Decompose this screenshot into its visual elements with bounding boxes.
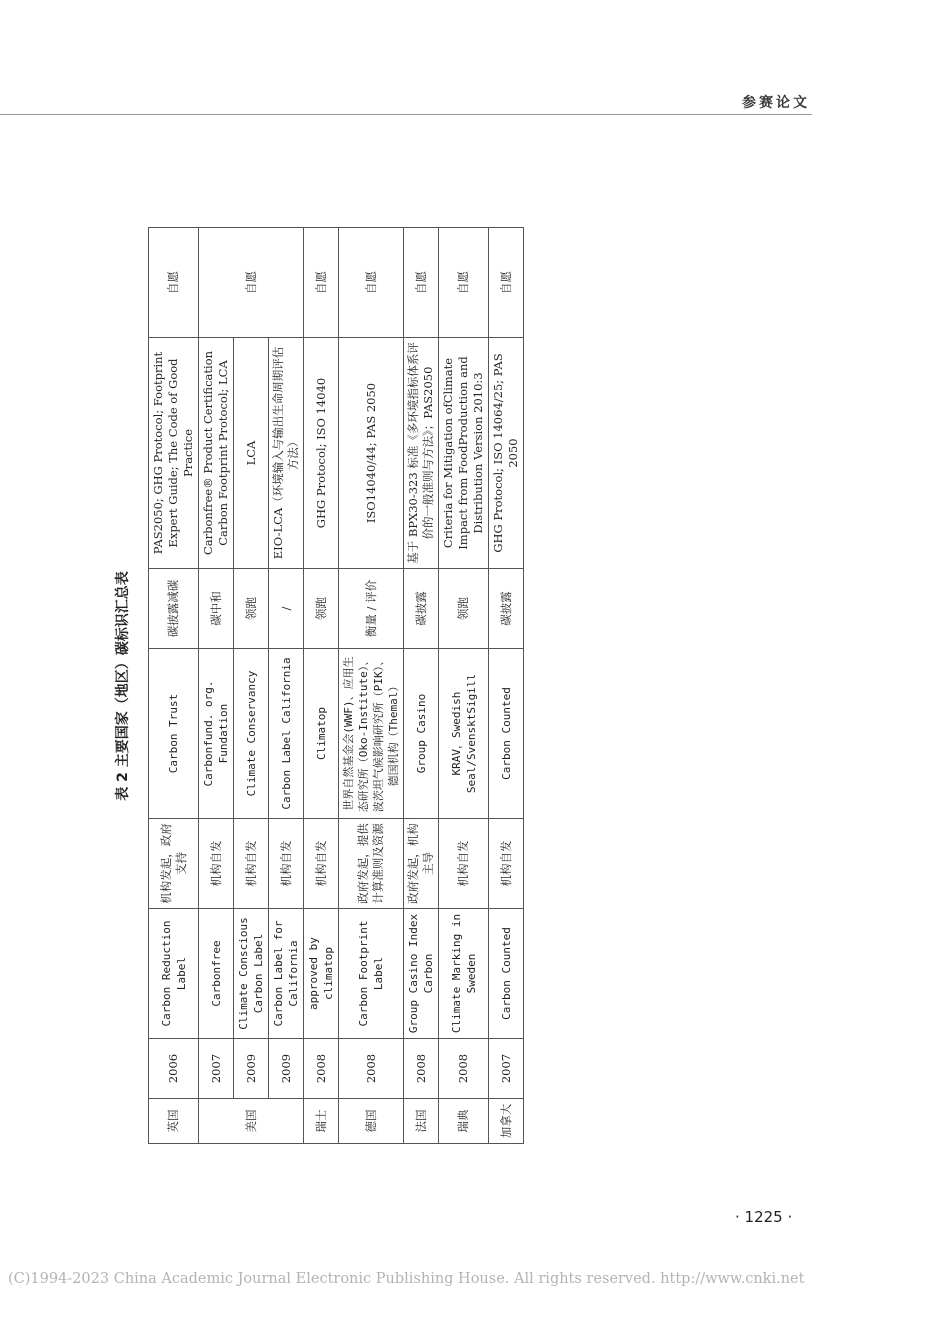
standard-cell: 基于 BPX30-323 标准《多环境指标体系评价的一般准则与方法》；PAS2050 bbox=[404, 338, 439, 569]
table-row bbox=[489, 228, 524, 1144]
initiator-cell: 机构自发 bbox=[489, 819, 524, 909]
country-cell: 瑞士 bbox=[304, 1099, 339, 1144]
organization-cell: Carbon Trust bbox=[149, 649, 199, 819]
country-cell: 瑞典 bbox=[439, 1099, 489, 1144]
initiator-cell: 机构自发 bbox=[269, 819, 304, 909]
rotated-table-block bbox=[110, 228, 850, 1144]
year-cell: 2008 bbox=[304, 1039, 339, 1099]
initiator-cell: 机构发起，政府支持 bbox=[149, 819, 199, 909]
label-type-cell: 领跑 bbox=[234, 569, 269, 649]
nature-cell: 自愿 bbox=[439, 228, 489, 338]
label-type-cell: / bbox=[269, 569, 304, 649]
year-cell: 2008 bbox=[439, 1039, 489, 1099]
label-name-cell: approved by climatop bbox=[304, 909, 339, 1039]
label-type-cell: 领跑 bbox=[439, 569, 489, 649]
organization-cell: 世界自然基金会(WWF)、应用生态研究所（Oko-Institute）、波茨坦气候影响研究所（PIK）、德国机构（Themal） bbox=[339, 649, 404, 819]
carbon-label-table bbox=[148, 227, 524, 1144]
initiator-cell: 机构自发 bbox=[304, 819, 339, 909]
label-name-cell: Carbon Counted bbox=[489, 909, 524, 1039]
table-row bbox=[304, 228, 339, 1144]
label-type-cell: 衡量 / 评价 bbox=[339, 569, 404, 649]
initiator-cell: 机构自发 bbox=[439, 819, 489, 909]
table-row bbox=[199, 228, 234, 1144]
table-row bbox=[339, 228, 404, 1144]
label-name-cell: Climate Marking in Sweden bbox=[439, 909, 489, 1039]
table-row bbox=[269, 228, 304, 1144]
standard-cell: LCA bbox=[234, 338, 269, 569]
year-cell: 2007 bbox=[199, 1039, 234, 1099]
standard-cell: GHG Protocol; ISO 14040 bbox=[304, 338, 339, 569]
label-type-cell: 领跑 bbox=[304, 569, 339, 649]
nature-cell: 自愿 bbox=[339, 228, 404, 338]
nature-cell: 自愿 bbox=[489, 228, 524, 338]
nature-cell: 自愿 bbox=[149, 228, 199, 338]
label-type-cell: 碳披露 bbox=[404, 569, 439, 649]
page-number: · 1225 · bbox=[735, 1208, 793, 1226]
organization-cell: KRAV，Swedish Seal/SvensktSigill bbox=[439, 649, 489, 819]
standard-cell: Carbonfree® Product Certification Carbon Footprint Protocol; LCA bbox=[199, 338, 234, 569]
year-cell: 2009 bbox=[269, 1039, 304, 1099]
label-name-cell: Group Casino Index Carbon bbox=[404, 909, 439, 1039]
label-name-cell: Carbon Reduction Label bbox=[149, 909, 199, 1039]
organization-cell: Climate Conservancy bbox=[234, 649, 269, 819]
table-row bbox=[149, 228, 199, 1144]
country-cell: 法国 bbox=[404, 1099, 439, 1144]
section-title: 参赛论文 bbox=[742, 95, 810, 111]
country-cell: 德国 bbox=[339, 1099, 404, 1144]
table-row bbox=[439, 228, 489, 1144]
nature-cell: 自愿 bbox=[304, 228, 339, 338]
label-type-cell: 碳披露减碳 bbox=[149, 569, 199, 649]
standard-cell: PAS2050; GHG Protocol; Footprint Expert Guide; The Code of Good Practice bbox=[149, 338, 199, 569]
label-type-cell: 碳披露 bbox=[489, 569, 524, 649]
table-caption: 表 2 主要国家（地区）碳标识汇总表 bbox=[115, 571, 131, 801]
standard-cell: GHG Protocol; ISO 14064/25; PAS 2050 bbox=[489, 338, 524, 569]
standard-cell: EIO-LCA（环境输入与输出生命周期评估方法） bbox=[269, 338, 304, 569]
standard-cell: ISO14040/44; PAS 2050 bbox=[339, 338, 404, 569]
initiator-cell: 政府发起，提供计算准则及资源 bbox=[339, 819, 404, 909]
year-cell: 2006 bbox=[149, 1039, 199, 1099]
label-name-cell: Carbon Label for California bbox=[269, 909, 304, 1039]
year-cell: 2007 bbox=[489, 1039, 524, 1099]
label-name-cell: Climate Conscious Carbon Label bbox=[234, 909, 269, 1039]
organization-cell: Carbon Label California bbox=[269, 649, 304, 819]
nature-cell: 自愿 bbox=[404, 228, 439, 338]
country-cell: 英国 bbox=[149, 1099, 199, 1144]
initiator-cell: 机构自发 bbox=[199, 819, 234, 909]
header-rule bbox=[0, 114, 812, 115]
year-cell: 2008 bbox=[339, 1039, 404, 1099]
label-name-cell: Carbonfree bbox=[199, 909, 234, 1039]
table-row bbox=[404, 228, 439, 1144]
country-cell: 美国 bbox=[199, 1099, 304, 1144]
table-row bbox=[234, 228, 269, 1144]
organization-cell: Climatop bbox=[304, 649, 339, 819]
organization-cell: Carbon Counted bbox=[489, 649, 524, 819]
label-type-cell: 碳中和 bbox=[199, 569, 234, 649]
year-cell: 2009 bbox=[234, 1039, 269, 1099]
organization-cell: Carbonfund. org. Fundation bbox=[199, 649, 234, 819]
country-cell: 加拿大 bbox=[489, 1099, 524, 1144]
nature-cell: 自愿 bbox=[199, 228, 304, 338]
year-cell: 2008 bbox=[404, 1039, 439, 1099]
label-name-cell: Carbon Footprint Label bbox=[339, 909, 404, 1039]
copyright-notice: (C)1994-2023 China Academic Journal Electronic Publishing House. All rights reserved. http://www.cnki.net bbox=[8, 1271, 805, 1287]
standard-cell: Criteria for Mitigation ofClimate Impact from FoodProduction and Distribution Version 2010:3 bbox=[439, 338, 489, 569]
initiator-cell: 机构自发 bbox=[234, 819, 269, 909]
initiator-cell: 政府发起，机构主导 bbox=[404, 819, 439, 909]
organization-cell: Group Casino bbox=[404, 649, 439, 819]
